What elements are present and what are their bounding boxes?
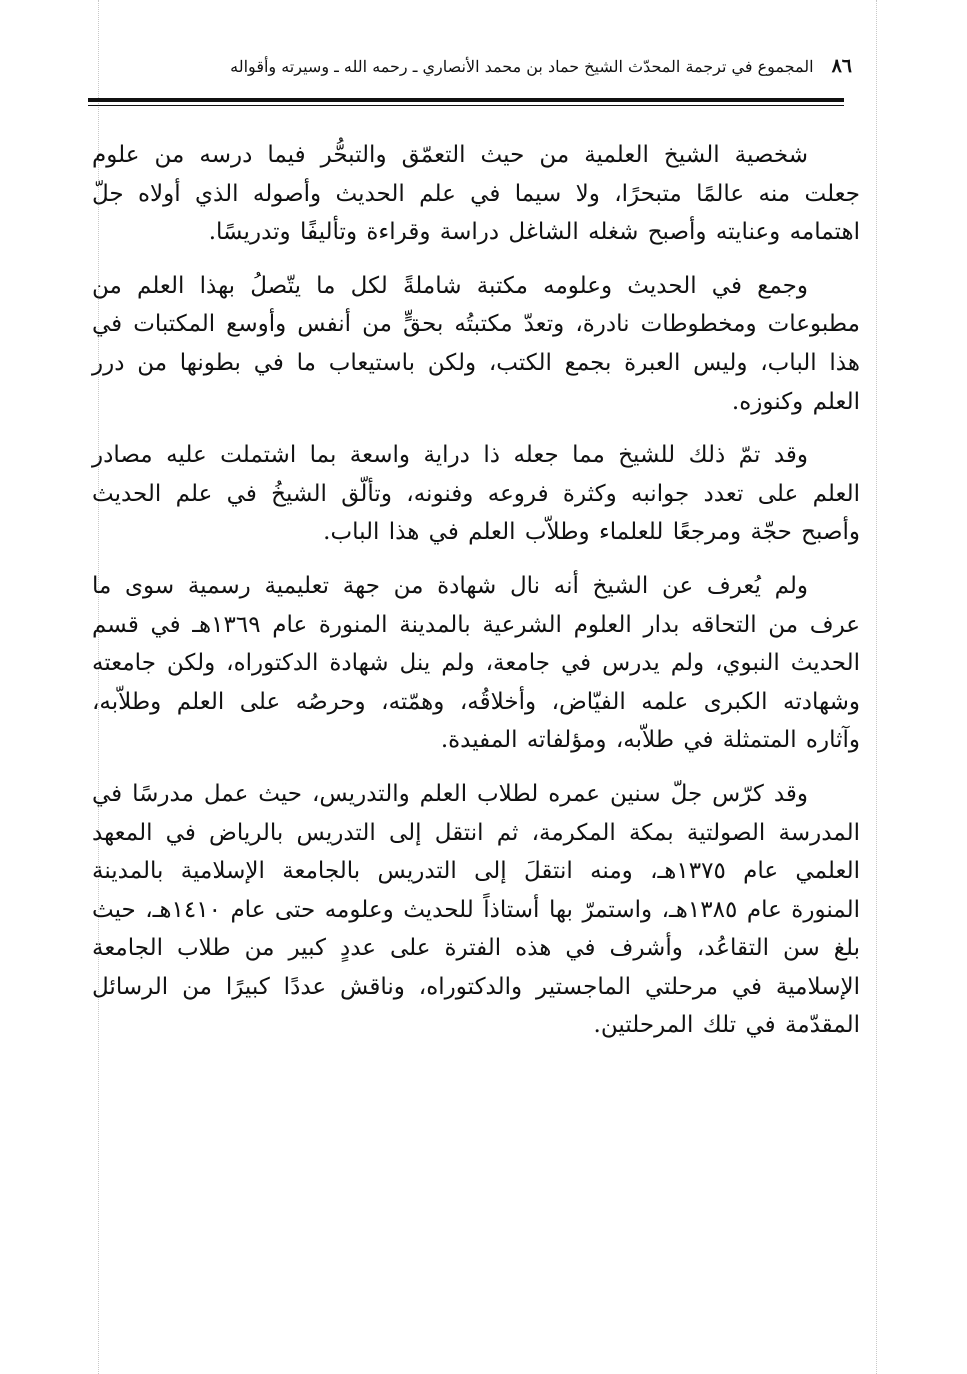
header-rule-thin: [88, 105, 844, 106]
right-margin-scan-dots: [876, 0, 877, 1374]
page-header: [140, 50, 852, 82]
paragraph-5: وقد كرّس جلّ سنين عمره لطلاب العلم والتدريس، حيث عمل مدرسًا في المدرسة الصولتية بمكة المكرمة، ثم انتقل إلى التدريس بالرياض في المعهد العلمي عام ١٣٧٥هـ، ومنه انتقلَ إلى التدريس بالجامعة الإسلامية بالمدينة المنورة عام ١٣٨٥هـ، واستمرّ بها أستاذاً للحديث وعلومه حتى عام ١٤١٠هـ، حيث بلغ سن التقاعُد، وأشرف في هذه الفترة على عددٍ كبير من طلاب الجامعة الإسلامية في مرحلتي الماجستير والدكتوراه، وناقش عددًا كبيرًا من الرسائل المقدّمة في تلك المرحلتين.: [92, 780, 860, 1039]
paragraph-2: وجمع في الحديث وعلومه مكتبة شاملةً لكل ما يتّصلُ بهذا العلم من مطبوعات ومخطوطات نادرة، وتعدّ مكتبتُه بحقٍّ من أنفس وأوسع المكتبات في هذا الباب، وليس العبرة بجمع الكتب، ولكن باستيعاب ما في بطونها من درر العلم وكنوزه.: [92, 272, 860, 415]
page-number: ٨٦: [831, 55, 852, 77]
paragraph-4: ولم يُعرف عن الشيخ أنه نال شهادة من جهة تعليمية رسمية سوى ما عرف من التحاقه بدار العلوم الشرعية بالمدينة المنورة عام ١٣٦٩هـ في قسم الحديث النبوي، ولم يدرس في جامعة، ولم ينل شهادة الدكتوراه، ولكن جامعته وشهادته الكبرى علمه الفيّاض، وأخلاقُه، وهمّته، وحرصُه على العلم وطلاّبه، وآثاره المتمثلة في طلاّبه، ومؤلفاته المفيدة.: [92, 572, 860, 754]
paragraph-1: شخصية الشيخ العلمية من حيث التعمّق والتبحُّر فيما درسه من علوم جعلت منه عالمًا متبحرًا، ولا سيما في علم الحديث وأصوله الذي أولاه جلّ اهتمامه وعنايته وأصبح شغله الشاغل دراسة وقراءة وتأليفًا وتدريسًا.: [92, 142, 860, 246]
body-text: [92, 136, 860, 1060]
running-title: المجموع في ترجمة المحدّث الشيخ حماد بن محمد الأنصاري ـ رحمه الله ـ وسيرته وأقواله: [230, 56, 814, 76]
header-rule-thick: [88, 98, 844, 102]
paragraph-3: وقد تمّ ذلك للشيخ مما جعله ذا دراية واسعة بما اشتملت عليه مصادر العلم على تعدد جوانبه وكثرة فروعه وفنونه، وتألّق الشيخُ في علم الحديث وأصبح حجّة ومرجعًا للعلماء وطلاّب العلم في هذا الباب.: [92, 442, 860, 546]
